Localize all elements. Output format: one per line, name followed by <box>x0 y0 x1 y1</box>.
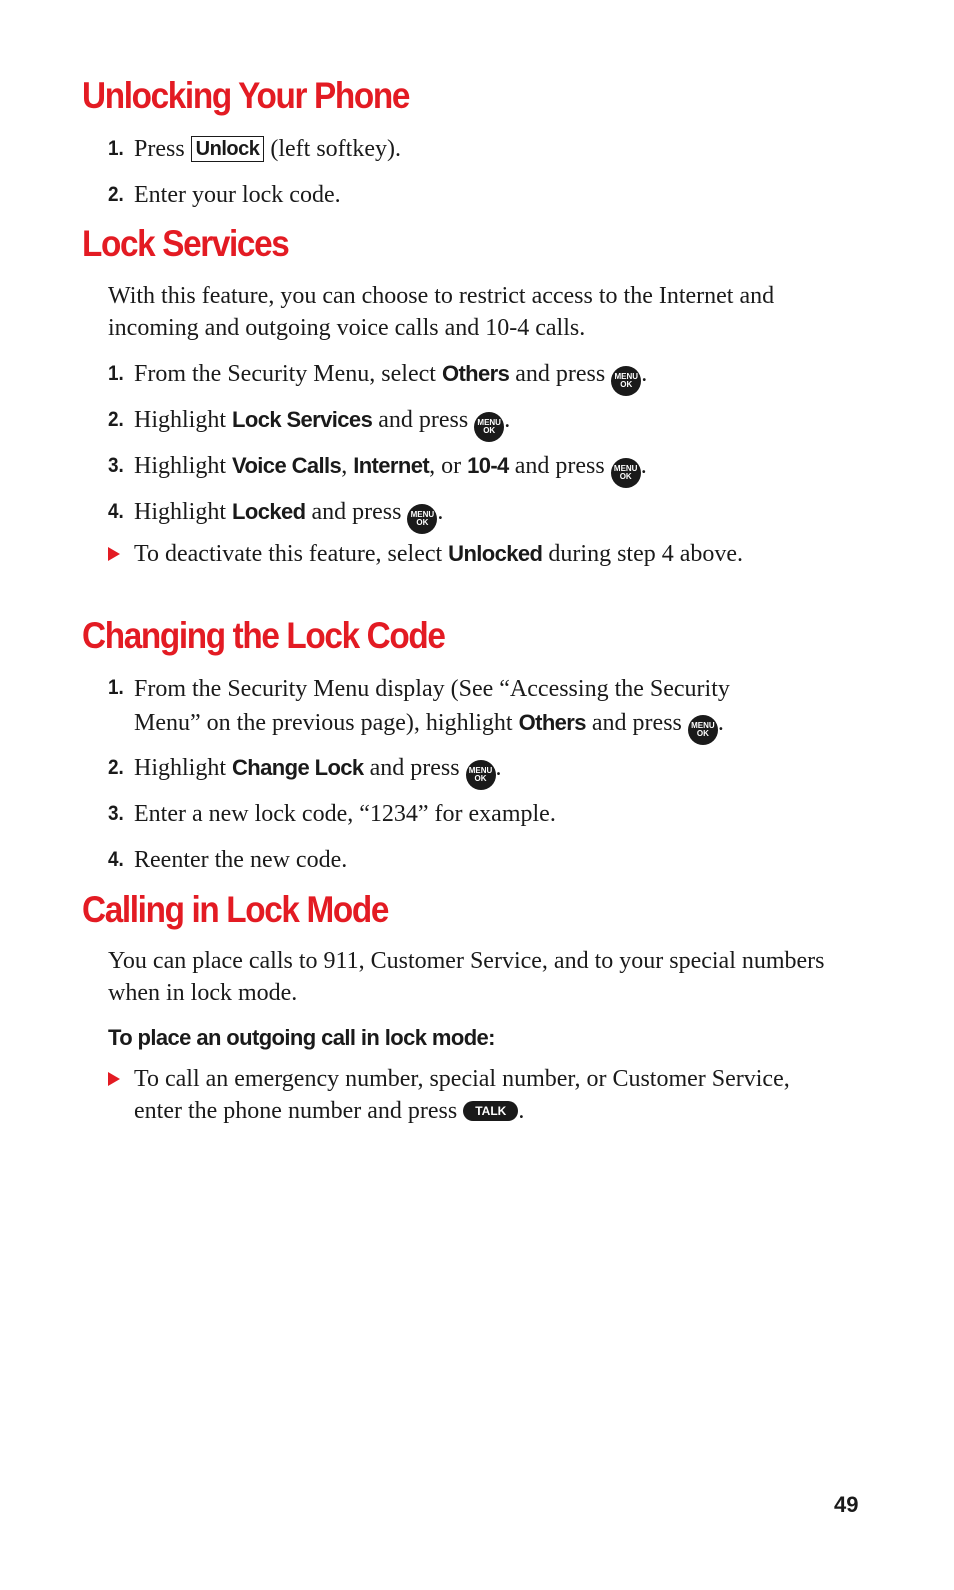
heading-lock-services: Lock Services <box>82 223 289 264</box>
step-number: 2. <box>108 183 124 206</box>
lock-services-intro: With this feature, you can choose to restrict access to the Internet and incoming and outgoing voice calls and 10-4 calls. <box>108 283 775 341</box>
manual-page: Unlocking Your Phone 1. Press Unlock (left softkey). 2. Enter your lock code. Lock Services With this feature, you can choose to restrict access to the Internet and incoming and outgoing voice calls and 10-4 calls. 1. From the Security Menu, select Others and press MENU OK . 2. Highlight Lock Services and press MENU OK . 3. Highlight Voice Calls, Internet, or 10-4 and press MENU OK . 4. Highlight Locked and press MENU OK . To deactivate this feature, select Unlocked during step 4 above. Changing the Lock Code 1. From the Security Menu display (See “Accessing the Security Menu” on the previous page), highlight Others and press MENU OK . 2. Highlight Change Lock and press MENU OK . 3. Enter a new lock code, “1234” for example. 4. Reenter the new code. Calling in Lock Mode You can place calls to 911, Customer Service, and to your special numbers when in lock mode. To place an outgoing call in lock mode: To call an emergency number, special number, or Customer Service, enter the phone number and press TALK . 49 <box>82 75 859 1517</box>
heading-calling-lock-mode: Calling in Lock Mode <box>82 889 389 930</box>
menu-item-internet: Internet <box>353 453 430 478</box>
unlock-softkey: Unlock <box>191 136 265 162</box>
talk-key-icon: TALK <box>463 1101 518 1121</box>
calling-intro: You can place calls to 911, Customer Service, and to your special numbers when in lock mode. <box>108 948 825 1006</box>
step-number: 2. <box>108 408 124 431</box>
step-number: 1. <box>108 137 124 160</box>
menu-item-locked: Locked <box>232 499 306 524</box>
bullet-triangle-icon <box>108 547 120 561</box>
bullet-triangle-icon <box>108 1072 120 1086</box>
calling-subhead: To place an outgoing call in lock mode: <box>108 1025 495 1050</box>
step-number: 1. <box>108 362 124 385</box>
step-number: 1. <box>108 676 124 699</box>
menu-item-change-lock: Change Lock <box>232 755 364 780</box>
menu-item-voice-calls: Voice Calls <box>232 453 342 478</box>
step-number: 3. <box>108 454 124 477</box>
menu-ok-key-icon: MENU OK <box>688 715 718 745</box>
menu-ok-key-icon: MENU OK <box>407 504 437 534</box>
heading-unlocking: Unlocking Your Phone <box>82 75 409 116</box>
menu-ok-key-icon: MENU OK <box>474 412 504 442</box>
step-number: 4. <box>108 848 124 871</box>
menu-ok-key-icon: MENU OK <box>611 366 641 396</box>
menu-item-others: Others <box>441 361 510 386</box>
menu-item-lock-services: Lock Services <box>232 407 373 432</box>
menu-ok-key-icon: MENU OK <box>611 458 641 488</box>
menu-item-10-4: 10-4 <box>467 453 509 478</box>
step-number: 4. <box>108 500 124 523</box>
heading-changing-lock-code: Changing the Lock Code <box>82 615 445 656</box>
menu-item-unlocked: Unlocked <box>448 541 543 566</box>
step-number: 2. <box>108 756 124 779</box>
step-number: 3. <box>108 802 124 825</box>
page-number: 49 <box>834 1492 859 1517</box>
menu-ok-key-icon: MENU OK <box>466 760 496 790</box>
menu-item-others: Others <box>518 710 586 735</box>
